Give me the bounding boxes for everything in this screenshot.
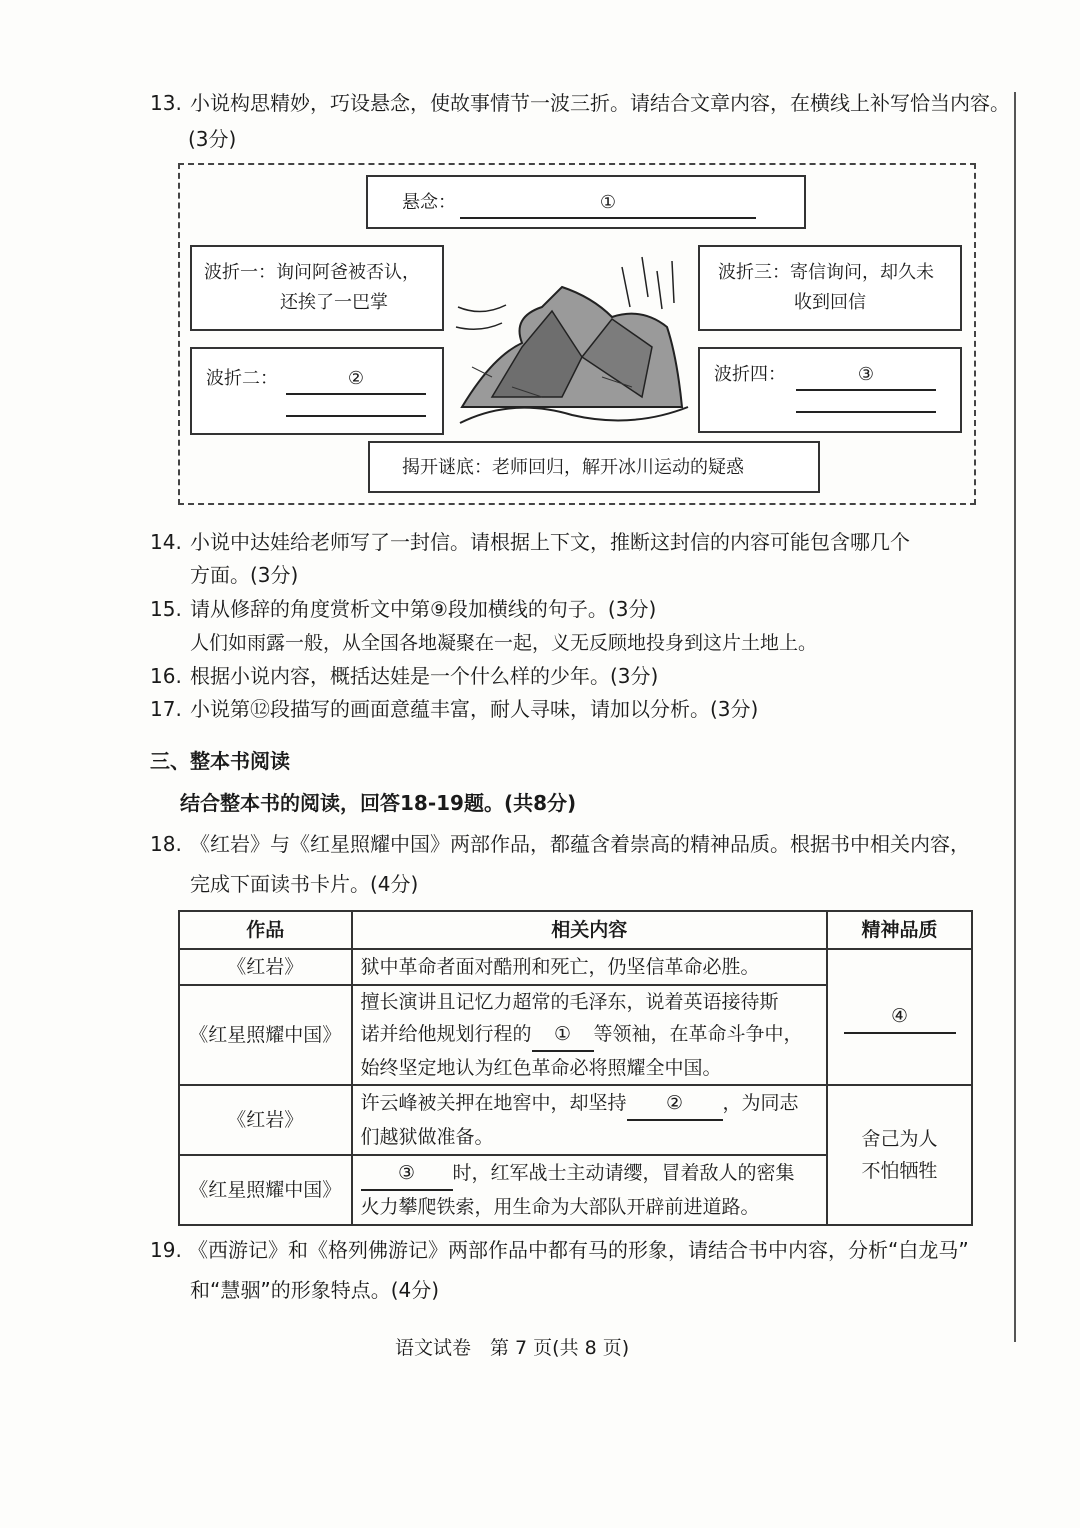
row4-blank-3[interactable]: ③	[361, 1157, 453, 1191]
question-16-number: 16.	[150, 664, 182, 688]
row4-content	[352, 1155, 828, 1225]
question-14-number: 14.	[150, 530, 182, 554]
question-13-score: (3分)	[188, 127, 237, 151]
row4-line1	[361, 1157, 819, 1191]
question-17-number: 17.	[150, 697, 182, 721]
question-16-text: 根据小说内容，概括达娃是一个什么样的少年。(3分)	[190, 664, 659, 688]
quality-blank-4[interactable]: ④	[844, 1000, 956, 1034]
page-footer: 语文试卷 第 7 页(共 8 页)	[395, 1337, 630, 1359]
question-14-line2: 方面。(3分)	[190, 563, 299, 587]
question-15-line1: 请从修辞的角度赏析文中第⑨段加横线的句子。(3分)	[190, 597, 657, 621]
table-row	[179, 1085, 972, 1155]
question-19-line1: 《西游记》和《格列佛游记》两部作品中都有马的形象，请结合书中内容，分析“白龙马”	[188, 1238, 969, 1262]
question-17-text: 小说第⑫段描写的画面意蕴丰富，耐人寻味，请加以分析。(3分)	[190, 697, 759, 721]
twist-four-box	[698, 347, 962, 433]
question-14-line1: 小说中达娃给老师写了一封信。请根据上下文，推断这封信的内容可能包含哪几个	[190, 530, 910, 554]
question-15-quote: 人们如雨露一般，从全国各地凝聚在一起，义无反顾地投身到这片土地上。	[190, 632, 818, 654]
question-13-text: 小说构思精妙，巧设悬念，使故事情节一波三折。请结合文章内容，在横线上补写恰当内容。	[190, 91, 1010, 115]
row2-work: 《红星照耀中国》	[179, 985, 352, 1085]
row4-work: 《红星照耀中国》	[179, 1155, 352, 1225]
row1-content: 狱中革命者面对酷刑和死亡，仍坚信革命必胜。	[352, 949, 828, 985]
row4-line1-b: 时，红军战士主动请缨，冒着敌人的密集	[452, 1162, 795, 1184]
row3-line1-b: ，为同志	[722, 1092, 799, 1114]
suspense-blank[interactable]: ①	[460, 189, 756, 219]
twist-four-blank[interactable]: ③	[796, 361, 936, 391]
twist-one-line2: 还挨了一巴掌	[280, 292, 388, 313]
section-3-title: 三、整本书阅读	[150, 749, 290, 773]
row2-line3: 始终坚定地认为红色革命必将照耀全中国。	[360, 1057, 722, 1079]
row2-blank-1[interactable]: ①	[532, 1018, 594, 1052]
reading-card-table	[178, 910, 973, 1226]
twist-three-line2: 收到回信	[794, 292, 866, 313]
quality-2-line2: 不怕牺牲	[861, 1160, 938, 1182]
question-18-number: 18.	[150, 832, 182, 856]
twist-two-label: 波折二：	[206, 368, 278, 389]
header-quality: 精神品质	[827, 911, 972, 949]
glacier-mountain-illustration	[452, 247, 692, 429]
row3-work: 《红岩》	[179, 1085, 352, 1155]
row2-content	[352, 985, 828, 1085]
twist-one-line1: 波折一：询问阿爸被否认，	[204, 262, 420, 283]
quality-cell-1	[827, 949, 972, 1085]
suspense-box	[366, 175, 806, 229]
question-15-number: 15.	[150, 597, 182, 621]
twist-three-box	[698, 245, 962, 331]
table-header-row	[179, 911, 972, 949]
row2-line2-b: 等领袖，在革命斗争中，	[593, 1023, 803, 1045]
question-19-line2: 和“慧骃”的形象特点。(4分)	[190, 1278, 440, 1302]
twist-one-box	[190, 245, 444, 331]
row2-line2-a: 诺并给他规划行程的	[360, 1023, 532, 1045]
twist-four-label: 波折四：	[714, 364, 786, 385]
row3-content	[352, 1085, 828, 1155]
question-19-number: 19.	[150, 1238, 182, 1262]
row4-line2: 火力攀爬铁索，用生命为大部队开辟前进道路。	[360, 1196, 760, 1218]
quality-2-line1: 舍己为人	[861, 1128, 938, 1150]
row1-work: 《红岩》	[179, 949, 352, 985]
table-row	[179, 949, 972, 985]
twist-two-blank[interactable]: ②	[286, 365, 426, 395]
row3-line2: 们越狱做准备。	[360, 1126, 494, 1148]
twist-four-blank-line2[interactable]	[796, 411, 936, 413]
plot-diagram	[178, 163, 976, 505]
row3-line1-a: 许云峰被关押在地窖中，却坚持	[360, 1092, 627, 1114]
row2-line1: 擅长演讲且记忆力超常的毛泽东，说着英语接待斯	[360, 991, 779, 1013]
reveal-text: 揭开谜底：老师回归，解开冰川运动的疑惑	[402, 457, 744, 478]
row3-line1	[361, 1087, 819, 1121]
reveal-box	[368, 441, 820, 493]
header-content: 相关内容	[352, 911, 828, 949]
page-margin-line	[1014, 92, 1016, 1342]
question-13-number: 13.	[150, 91, 182, 115]
row3-blank-2[interactable]: ②	[627, 1087, 723, 1121]
twist-two-box	[190, 347, 444, 435]
row2-line2	[361, 1018, 819, 1052]
question-18-line2: 完成下面读书卡片。(4分)	[190, 872, 419, 896]
section-3-intro: 结合整本书的阅读，回答18-19题。(共8分)	[180, 791, 577, 815]
quality-cell-2	[827, 1085, 972, 1225]
header-work: 作品	[179, 911, 352, 949]
question-18-line1: 《红岩》与《红星照耀中国》两部作品，都蕴含着崇高的精神品质。根据书中相关内容，	[190, 832, 970, 856]
twist-three-line1: 波折三：寄信询问，却久未	[718, 262, 934, 283]
twist-two-blank-line2[interactable]	[286, 415, 426, 417]
suspense-label: 悬念：	[402, 192, 456, 213]
